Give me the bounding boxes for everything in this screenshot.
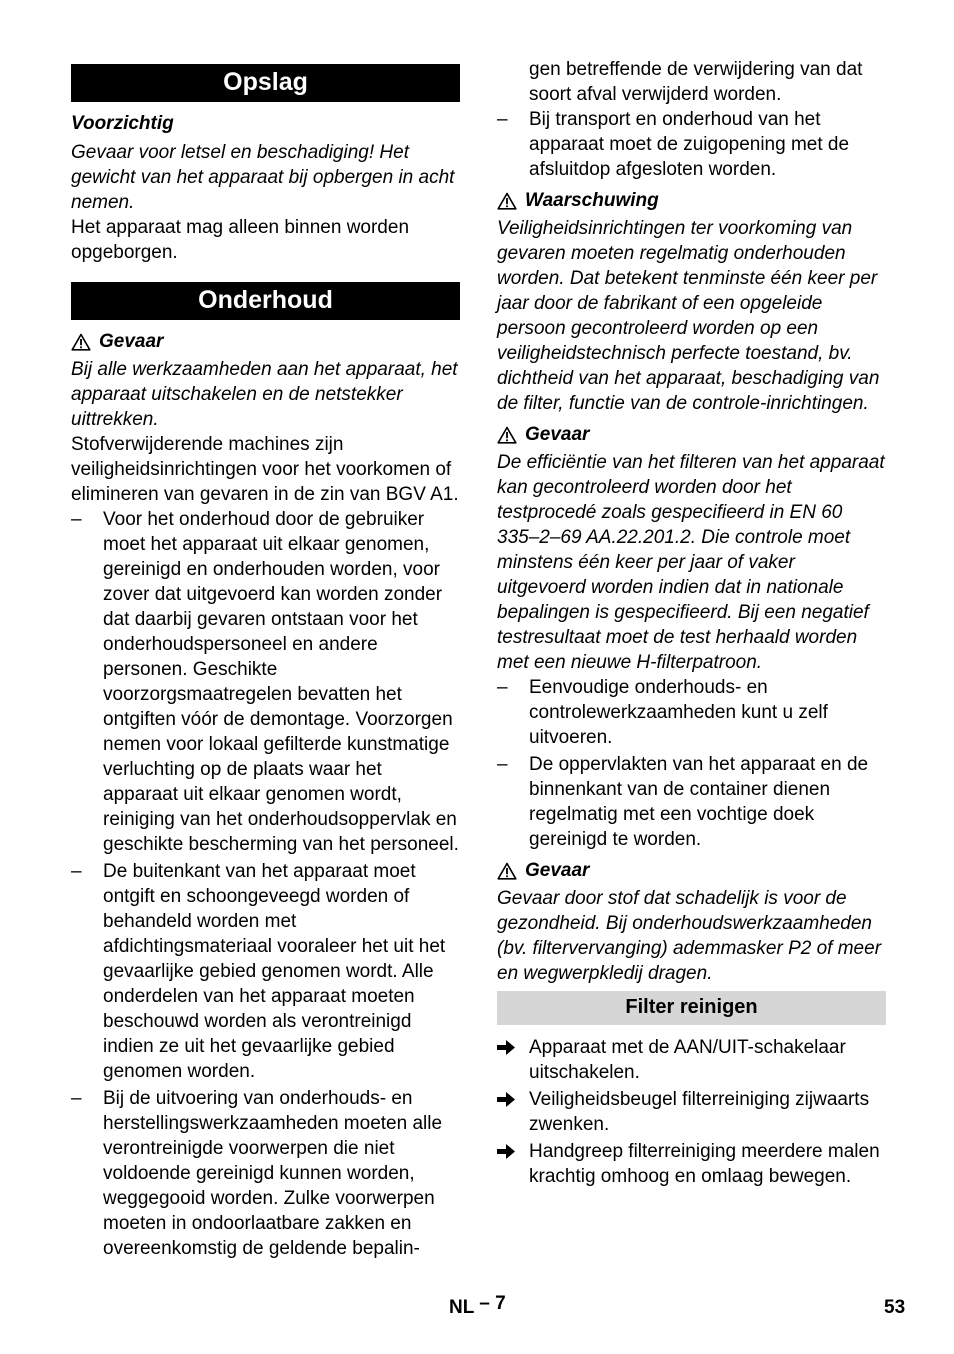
maintenance-list [497, 675, 886, 852]
caution-text: Gevaar voor letsel en beschadiging! Het gewicht van het apparaat bij opbergen in acht nemen. [71, 142, 455, 213]
transport-list [497, 107, 886, 182]
danger-label: Gevaar [525, 424, 590, 445]
danger-label: Gevaar [525, 860, 590, 881]
page-number: 53 [884, 1297, 906, 1318]
arrow-right-icon [497, 1040, 515, 1055]
danger-notice [497, 858, 886, 883]
section-number: – 7 [479, 1293, 506, 1314]
subsection-heading-filter: Filter reinigen [497, 991, 886, 1025]
danger-notice [497, 422, 886, 447]
step-item: Veiligheidsbeugel filterreiniging zijwaarts zwenken. [497, 1087, 886, 1137]
list-item: – Bij de uitvoering van onderhouds- en herstellingswerkzaamheden moeten alle verontreinigde voorwerpen die niet voldoende gereinigd kunnen worden, weggegooid worden. Zulke voorwerpen moeten in ondoorlaatbare zakken en overeenkomstig de geldende bepalin- [71, 1088, 443, 1259]
danger-text: De efficiëntie van het filteren van het apparaat kan gecontroleerd worden door het testprocedé zoals gespecifieerd in EN 60 335–2–69 AA.22.201.2. Die controle moet minstens één keer per jaar of vaker uitgevoerd worden indien dat in nationale bepalingen is gespecifieerd. Bij een negatief testresultaat moet de test herhaald worden met een nieuwe H-filterpatroon. [497, 452, 885, 673]
list-item: – De oppervlakten van het apparaat en de binnenkant van de container dienen regelmatig met een vochtige doek gereinigd te worden. [497, 754, 869, 850]
section-heading-onderhoud: Onderhoud [71, 282, 460, 320]
arrow-right-icon [497, 1092, 515, 1107]
step-item: Apparaat met de AAN/UIT-schakelaar uitschakelen. [497, 1035, 886, 1085]
footer-section-label [449, 1293, 506, 1319]
warning-triangle-icon [497, 862, 517, 880]
warning-triangle-icon [497, 426, 517, 444]
list-item: – De buitenkant van het apparaat moet ontgift en schoongeveegd worden of behandeld worden met afdichtingsmateriaal vooraleer het uit het gevaarlijke gebied genomen wordt. Alle onderdelen van het apparaat moeten beschouwd worden als verontreinigd indien ze uit het gevaarlijke gebied genomen worden. [71, 861, 446, 1082]
warning-label: Waarschuwing [525, 190, 659, 211]
section-heading-opslag: Opslag [71, 64, 460, 102]
warning-triangle-icon [497, 192, 517, 210]
continued-text: gen betreffende de verwijdering van dat soort afval verwijderd worden. [529, 59, 863, 105]
step-item: Handgreep filterreiniging meerdere malen krachtig omhoog en omlaag bewegen. [497, 1139, 886, 1189]
list-item: – Eenvoudige onderhouds- en controlewerkzaamheden kunt u zelf uitvoeren. [497, 677, 828, 748]
warning-triangle-icon [71, 333, 91, 351]
danger-label: Gevaar [99, 331, 164, 352]
intro-text: Stofverwijderende machines zijn veiligheidsinrichtingen voor het voorkomen of elimineren van gevaren in de zin van BGV A1. [71, 434, 459, 505]
storage-text: Het apparaat mag alleen binnen worden opgeborgen. [71, 217, 410, 263]
right-column [497, 57, 886, 1191]
list-item: – Bij transport en onderhoud van het apparaat moet de zuigopening met de afsluitdop afgesloten worden. [497, 109, 850, 180]
warning-text: Veiligheidsinrichtingen ter voorkoming van gevaren moeten regelmatig onderhouden worden. Dat betekent tenminste één keer per jaar door de fabrikant of een opgeleide persoon gecontroleerd worden op een veiligheidstechnisch perfecte toestand, bv. dichtheid van het apparaat, beschadiging van de filter, functie van de controle-inrichtingen. [497, 218, 880, 414]
left-column [71, 57, 460, 1263]
danger-text: Bij alle werkzaamheden aan het apparaat, het apparaat uitschakelen en de netstekker uittrekken. [71, 359, 458, 430]
filter-steps [497, 1035, 886, 1189]
arrow-right-icon [497, 1144, 515, 1159]
list-item: – Voor het onderhoud door de gebruiker moet het apparaat uit elkaar genomen, gereinigd en onderhouden worden, voor zover dat uitgevoerd kan worden zonder dat daarbij gevaren ontstaan voor het onderhoudspersoneel en andere personen. Geschikte voorzorgsmaatregelen bevatten het ontgiften vóór de demontage. Voorzorgen nemen voor lokaal gefilterde kunstmatige verluchting op de plaats waar het apparaat uit elkaar genomen wordt, reiniging van het onderhoudsoppervlak en geschikte bescherming van het personeel. [71, 509, 459, 855]
maintenance-list [71, 507, 460, 1261]
warning-notice [497, 188, 886, 213]
caution-label: Voorzichtig [71, 113, 174, 134]
language-code: NL [449, 1297, 474, 1318]
danger-text: Gevaar door stof dat schadelijk is voor de gezondheid. Bij onderhoudswerkzaamheden (bv. filtervervanging) ademmasker P2 of meer en wegwerpkledij dragen. [497, 888, 882, 984]
danger-notice [71, 329, 460, 354]
